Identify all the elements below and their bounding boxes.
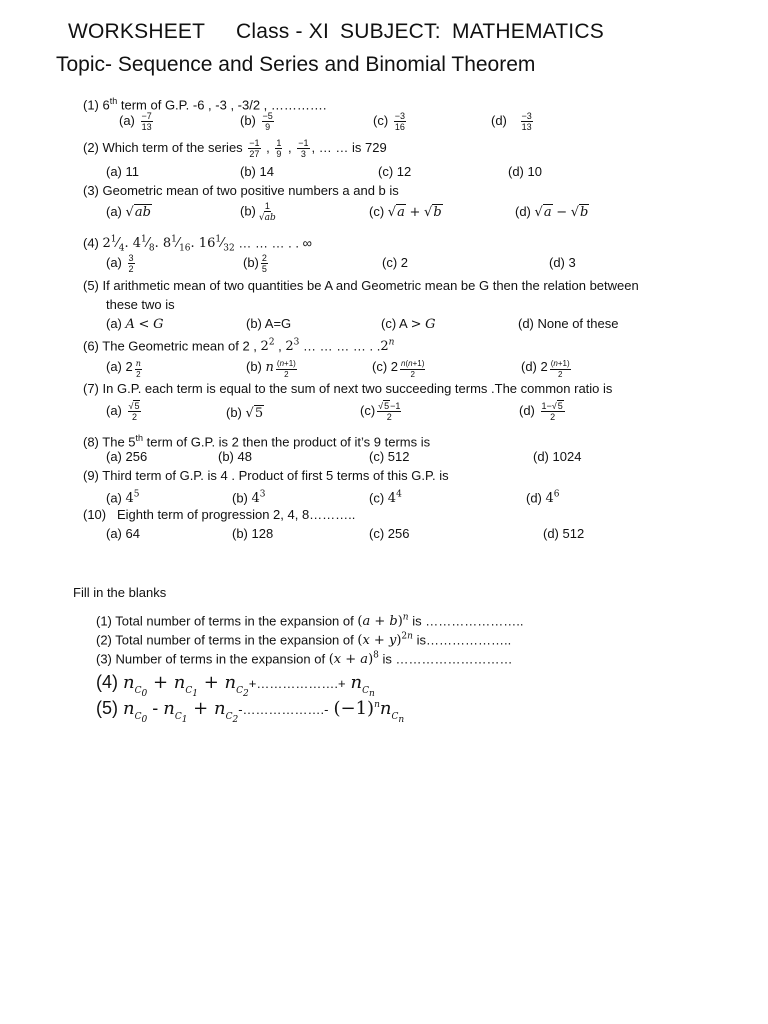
option-9c: (c) $4^4$ [369, 490, 402, 507]
option-5c: (c) A > G [381, 316, 436, 332]
option-9a: (a) $4^5$ [106, 490, 140, 507]
question-3: (3) Geometric mean of two positive numbers a and b is [83, 183, 399, 198]
subject-label: SUBJECT: [340, 20, 441, 43]
option-9d: (d) $4^6$ [526, 490, 560, 507]
option-2d: (d) 10 [508, 164, 542, 179]
question-number: (1) [83, 97, 99, 113]
option-7d: (d) $\frac{1-√5}{2}$ [519, 401, 563, 422]
option-2c: (c) 12 [378, 164, 412, 179]
option-4c: (c) 2 [382, 255, 408, 270]
option-1b: (b) $\frac{-5}{9}$ [240, 111, 273, 132]
option-6a: (a) 2 $\frac{n}{2}$ [106, 359, 141, 379]
option-2a: (a) 11 [106, 164, 139, 179]
option-7a: (a) $\frac{√5}{2}$ [106, 401, 140, 422]
option-8b: (b) 48 [218, 449, 252, 464]
question-6: (6) The Geometric mean of 2 , $2^2$ , $2^3$ … … … … . .2$^n$ [83, 338, 395, 355]
option-10c: (c) 256 [369, 526, 410, 541]
option-1a: (a) $\frac{-7}{13}$ [119, 111, 152, 132]
option-3a: (a) √ab [106, 204, 151, 220]
option-5a: (a) A < G [106, 316, 164, 332]
option-6b: (b) n $\frac{(n+1)}{2}$ [246, 359, 296, 379]
question-8: (8) The 5th term of G.P. is 2 then the product of it’s 9 terms is [83, 433, 431, 450]
option-10d: (d) 512 [543, 526, 585, 541]
question-5: (5) If arithmetic mean of two quantities be A and Geometric mean be G then the relation between [83, 278, 639, 293]
class-label: Class - XI [236, 20, 330, 43]
subject-name: MATHEMATICS [452, 20, 604, 43]
option-1c: (c) $\frac{-3}{16}$ [373, 111, 406, 132]
question-7: (7) In G.P. each term is equal to the sum of next two succeeding terms .The common ratio is [83, 381, 613, 396]
question-10: (10) Eighth term of progression 2, 4, 8……….. [83, 507, 356, 522]
option-5d: (d) None of these [518, 316, 619, 331]
option-4b: (b) $\frac{2}{5}$ [243, 253, 267, 274]
option-4a: (a) $\frac{3}{2}$ [106, 253, 134, 274]
option-2b: (b) 14 [240, 164, 274, 179]
question-4: (4) $2^1⁄_4$. $4^1⁄_8$. $8^1⁄_{16}$. $16^1⁄_{32}$ … … … . . ∞ [83, 235, 312, 254]
option-3b: (b) $\frac{1}{√ab}$ [240, 201, 276, 223]
fill-item-2: (2) Total number of terms in the expansion of $(x + y)^{2n}$ is……………….. [96, 632, 512, 649]
option-8c: (c) 512 [369, 449, 410, 464]
option-3d: (d) √a − √b [515, 204, 589, 220]
option-8a: (a) 256 [106, 449, 148, 464]
fill-item-4: (4) $n_{C_0} + n_{C_1}$ + $n_{C_2}+\dots\dots\dots\dots\dots\dots.+ n_{C_n}$ [96, 672, 375, 699]
option-9b: (b) $4^3$ [232, 490, 266, 507]
fill-heading: Fill in the blanks [73, 585, 167, 600]
question-5-cont: these two is [106, 297, 175, 312]
fill-item-3: (3) Number of terms in the expansion of $(x + a)^8$ is ……………………… [96, 651, 513, 668]
option-4d: (d) 3 [549, 255, 576, 270]
fill-item-5: (5) $n_{C_0} - n_{C_1}$ + $n_{C_2}-\dots\dots\dots\dots\dots\dots.-$ $(-1)^nn_{C_n}$ [96, 698, 405, 725]
fill-item-1: (1) Total number of terms in the expansion of $(a + b)^n$ is ………………….. [96, 613, 524, 630]
option-7c: (c) $\frac{√5-1}{2}$ [360, 401, 401, 422]
question-2: (2) Which term of the series $\frac{-1}{27}$ , $\frac{1}{9}$ , $\frac{-1}{3}$ , … … is 729 [83, 138, 387, 159]
option-10a: (a) 64 [106, 526, 140, 541]
option-7b: (b) √5 [226, 405, 264, 421]
option-6d: (d) 2 $\frac{(n+1)}{2}$ [521, 359, 570, 379]
option-5b: (b) A=G [246, 316, 292, 331]
option-3c: (c) √a + √b [369, 204, 442, 220]
question-1: (1) 6th term of G.P. -6 , -3 , -3/2 , …………. [83, 96, 327, 113]
option-1d: (d) $\frac{-3}{13}$ [491, 111, 532, 132]
topic-title: Topic- Sequence and Series and Binomial Theorem [56, 53, 536, 76]
option-8d: (d) 1024 [533, 449, 582, 464]
option-10b: (b) 128 [232, 526, 274, 541]
question-9: (9) Third term of G.P. is 4 . Product of first 5 terms of this G.P. is [83, 468, 449, 483]
worksheet-title: WORKSHEET [68, 20, 206, 43]
option-6c: (c) 2 $\frac{n(n+1)}{2}$ [372, 359, 425, 379]
